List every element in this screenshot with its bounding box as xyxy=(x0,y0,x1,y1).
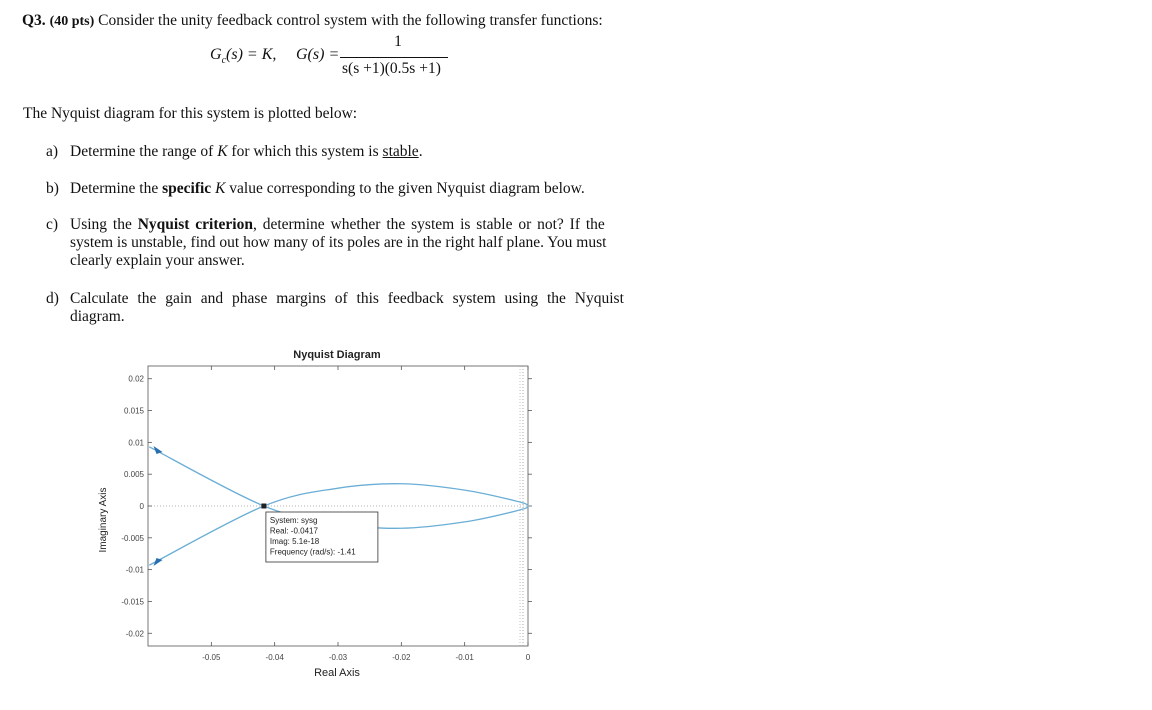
part-d-line-1: Calculate the gain and phase margins of this feedback system using the Nyquist xyxy=(70,290,624,307)
datatip-line: System: sysg xyxy=(269,516,318,525)
gc-subscript: c xyxy=(221,55,227,67)
y-tick-label: 0.015 xyxy=(123,406,144,416)
y-axis-label: Imaginary Axis xyxy=(98,487,109,553)
x-tick-label: 0 xyxy=(525,653,531,662)
gc-symbol: G xyxy=(210,46,222,63)
part-c-bold: Nyquist criterion xyxy=(137,216,253,233)
y-tick-label: -0.01 xyxy=(125,565,144,575)
part-b-bold: specific xyxy=(162,180,212,197)
part-c: c) Using the Nyquist criterion, determine whether the system is stable or not? If the system is unstable, find out how many of its poles are in the right half plane. You must clearly explain your answer. xyxy=(46,216,607,269)
part-c-label: c) xyxy=(46,216,59,233)
x-tick-label: -0.04 xyxy=(265,653,284,662)
x-tick-label: -0.05 xyxy=(202,653,221,662)
part-a-pre: Determine the range of xyxy=(70,143,218,160)
question-number: Q3. xyxy=(22,12,46,29)
x-axis-label: Real Axis xyxy=(314,667,360,679)
chart-title: Nyquist Diagram xyxy=(293,349,381,361)
y-tick-label: 0.01 xyxy=(128,438,144,448)
y-tick-label: 0.005 xyxy=(123,470,144,480)
part-b-pre: Determine the xyxy=(70,180,163,197)
x-tick-label: -0.01 xyxy=(455,653,474,662)
y-tick-label: 0.02 xyxy=(128,374,144,384)
x-tick-label: -0.02 xyxy=(392,653,411,662)
question-intro: Consider the unity feedback control system with the following transfer functions: xyxy=(98,12,603,29)
part-c-line-2: system is unstable, find out how many of its poles are in the right half plane. You must xyxy=(70,234,607,251)
part-d-label: d) xyxy=(46,290,59,307)
plot-intro: The Nyquist diagram for this system is plotted below: xyxy=(23,105,358,122)
gc-definition: (s) = K, xyxy=(226,46,277,63)
part-b-var: K xyxy=(215,180,226,197)
part-a-var: K xyxy=(217,143,228,160)
part-a-post: for which this system is xyxy=(227,143,383,160)
y-tick-label: -0.015 xyxy=(121,597,144,607)
question-points: (40 pts) xyxy=(49,14,95,29)
part-a-label: a) xyxy=(46,143,59,160)
part-c-line-3: clearly explain your answer. xyxy=(70,252,245,269)
datatip-marker xyxy=(261,504,266,509)
x-tick-label: -0.03 xyxy=(328,653,348,662)
part-d-line-2: diagram. xyxy=(70,308,125,325)
g-symbol: G(s) = xyxy=(296,46,340,63)
part-b-label: b) xyxy=(46,180,59,197)
y-tick-label: -0.02 xyxy=(125,629,144,639)
y-tick-label: 0 xyxy=(139,502,144,511)
fraction-numerator: 1 xyxy=(394,33,402,50)
datatip-line: Frequency (rad/s): -1.41 xyxy=(269,547,356,557)
fraction-denominator: s(s +1)(0.5s +1) xyxy=(342,60,441,77)
part-a-stable: stable xyxy=(382,143,419,160)
datatip-line: Real: -0.0417 xyxy=(269,526,318,536)
part-a-end: . xyxy=(418,143,423,160)
y-tick-label: -0.005 xyxy=(121,533,144,543)
datatip-line: Imag: 5.1e-18 xyxy=(269,537,320,546)
part-b-post: value corresponding to the given Nyquist diagram below. xyxy=(225,180,585,197)
